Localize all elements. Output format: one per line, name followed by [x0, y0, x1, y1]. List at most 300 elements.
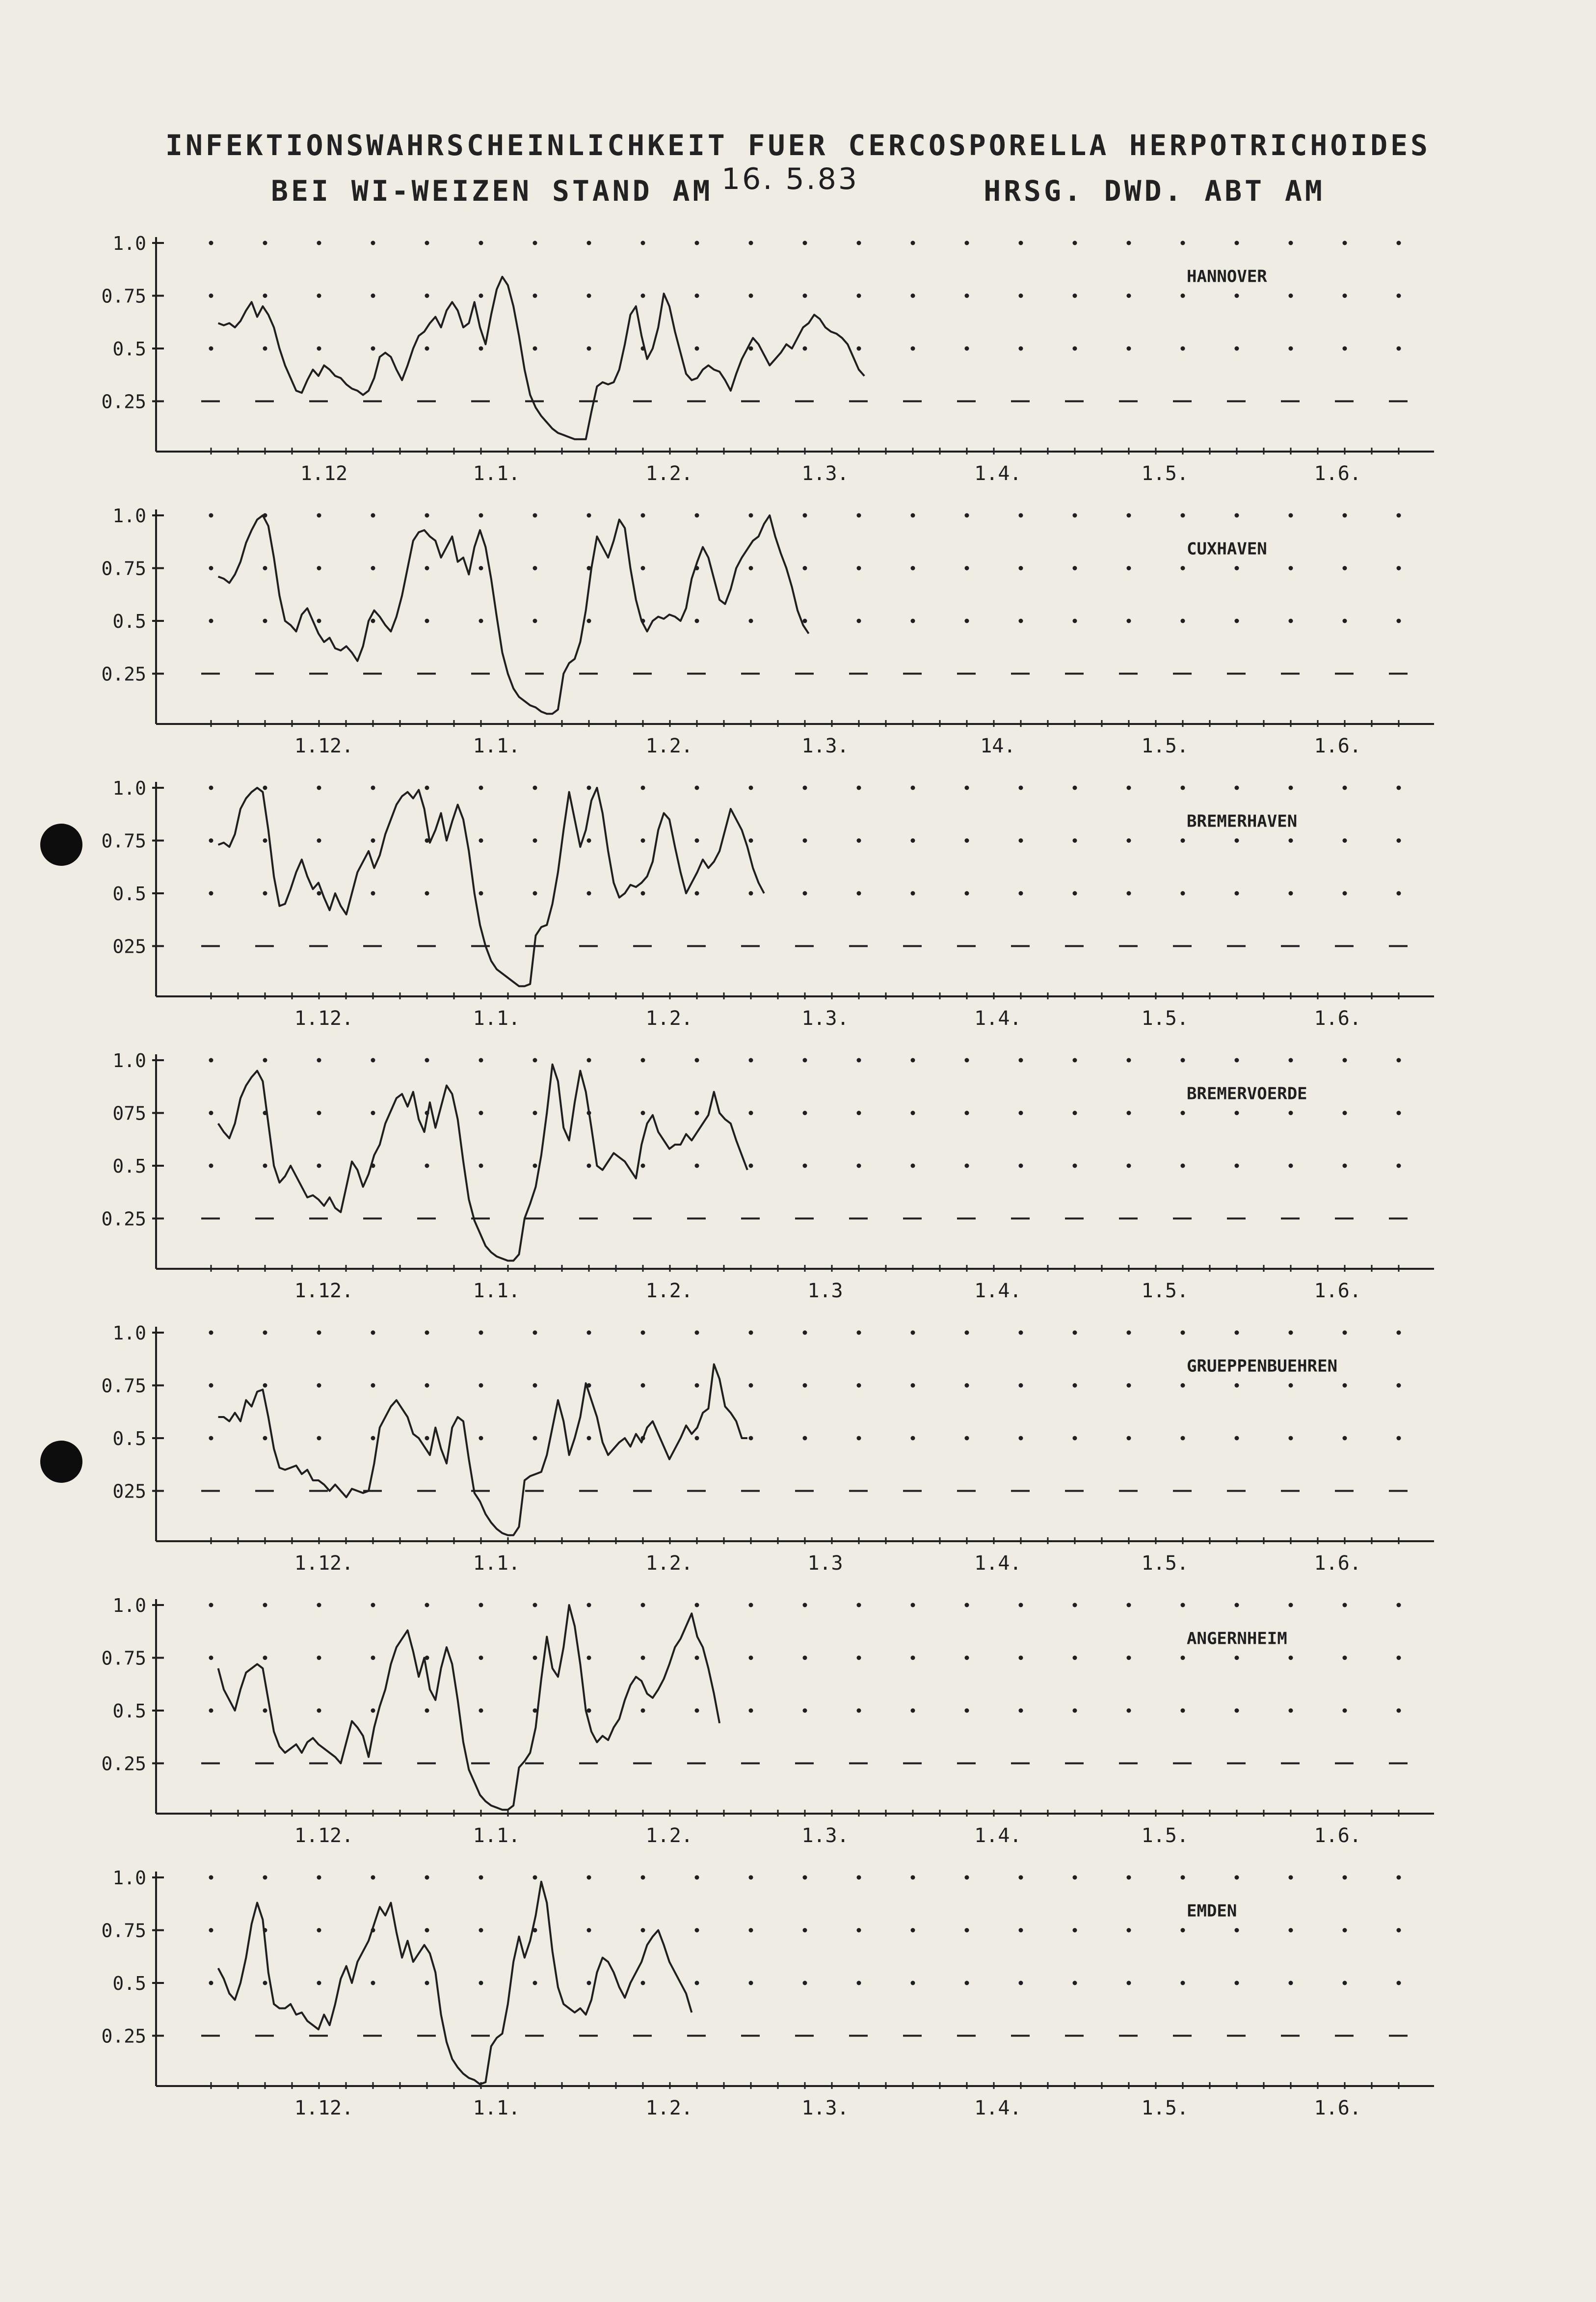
grid-dot [479, 1383, 483, 1388]
grid-dot [695, 619, 699, 623]
grid-dot [209, 1709, 213, 1713]
grid-dot [1019, 786, 1023, 790]
grid-dot [803, 1058, 807, 1063]
grid-dot [533, 838, 537, 843]
grid-dot [1289, 838, 1293, 843]
grid-dot [749, 347, 753, 351]
grid-dot [1289, 1164, 1293, 1168]
grid-dot [479, 1603, 483, 1607]
grid-dot [317, 1709, 321, 1713]
grid-dot [263, 1164, 267, 1168]
grid-dot [641, 294, 645, 298]
grid-dot [965, 241, 969, 245]
grid-dot [857, 1981, 861, 1985]
x-tick-label: 1.12. [294, 1824, 354, 1847]
grid-dot [371, 1875, 375, 1880]
chart-panel-angernheim [101, 1595, 1434, 1847]
grid-dot [479, 1928, 483, 1932]
grid-dot [803, 1603, 807, 1607]
grid-dot [1073, 1383, 1077, 1388]
grid-dot [1289, 241, 1293, 245]
grid-dot [425, 347, 429, 351]
grid-dot [371, 1981, 375, 1985]
grid-dot [1073, 513, 1077, 518]
grid-dot [911, 786, 915, 790]
grid-dot [695, 891, 699, 896]
grid-dot [587, 294, 591, 298]
y-tick-label: 0.5 [112, 338, 146, 360]
grid-dot [965, 566, 969, 570]
grid-dot [587, 1981, 591, 1985]
grid-dot [1073, 1656, 1077, 1660]
grid-dot [1127, 1981, 1131, 1985]
grid-dot [803, 1928, 807, 1932]
y-tick-label: 075 [112, 1102, 146, 1124]
grid-dot [1289, 1709, 1293, 1713]
grid-dot [911, 347, 915, 351]
grid-dot [317, 1875, 321, 1880]
grid-dot [911, 294, 915, 298]
grid-dot [1343, 566, 1347, 570]
grid-dot [479, 838, 483, 843]
grid-dot [695, 1656, 699, 1660]
grid-dot [533, 294, 537, 298]
grid-dot [641, 1331, 645, 1335]
grid-dot [965, 1656, 969, 1660]
grid-dot [1343, 1164, 1347, 1168]
grid-dot [695, 1981, 699, 1985]
grid-dot [911, 1656, 915, 1660]
grid-dot [1127, 1383, 1131, 1388]
grid-dot [425, 1875, 429, 1880]
grid-dot [1127, 838, 1131, 843]
grid-dot [1181, 241, 1185, 245]
grid-dot [1289, 891, 1293, 896]
grid-dot [695, 1164, 699, 1168]
grid-dot [1181, 294, 1185, 298]
x-tick-label: 1.1. [473, 1552, 521, 1575]
grid-dot [641, 1164, 645, 1168]
grid-dot [1397, 1383, 1401, 1388]
grid-dot [1019, 619, 1023, 623]
grid-dot [1343, 1058, 1347, 1063]
grid-dot [317, 1436, 321, 1441]
grid-dot [1181, 513, 1185, 518]
grid-dot [587, 1603, 591, 1607]
x-tick-label: 1.4. [974, 462, 1022, 485]
grid-dot [1127, 1058, 1131, 1063]
grid-dot [1019, 1436, 1023, 1441]
series-line-hannover [218, 277, 865, 439]
grid-dot [1019, 1383, 1023, 1388]
y-tick-label: 0.75 [101, 830, 146, 852]
x-tick-label: 1.5. [1141, 462, 1189, 485]
x-tick-label: 1.5. [1141, 1007, 1189, 1030]
x-tick-label: 1.2. [645, 2097, 693, 2119]
grid-dot [587, 1058, 591, 1063]
grid-dot [641, 1928, 645, 1932]
x-tick-label: 1.6. [1314, 462, 1361, 485]
grid-dot [587, 347, 591, 351]
grid-dot [1181, 1436, 1185, 1441]
grid-dot [965, 786, 969, 790]
station-label: GRUEPPENBUEHREN [1187, 1356, 1338, 1376]
x-tick-label: 1.1. [473, 1007, 521, 1030]
grid-dot [533, 1058, 537, 1063]
grid-dot [749, 1383, 753, 1388]
grid-dot [1397, 241, 1401, 245]
grid-dot [965, 1875, 969, 1880]
grid-dot [209, 1875, 213, 1880]
x-tick-label: 1.3 [807, 1552, 843, 1575]
grid-dot [695, 838, 699, 843]
grid-dot [641, 566, 645, 570]
grid-dot [209, 1928, 213, 1932]
grid-dot [209, 619, 213, 623]
grid-dot [425, 1164, 429, 1168]
grid-dot [641, 1981, 645, 1985]
grid-dot [1235, 294, 1239, 298]
grid-dot [1397, 1709, 1401, 1713]
grid-dot [1289, 1331, 1293, 1335]
x-tick-label: 1.4. [974, 1824, 1022, 1847]
grid-dot [1235, 838, 1239, 843]
grid-dot [317, 786, 321, 790]
chart-panel-grueppenbuehren [101, 1322, 1434, 1575]
grid-dot [1343, 1603, 1347, 1607]
grid-dot [641, 1111, 645, 1115]
grid-dot [1073, 1058, 1077, 1063]
x-tick-label: 1.12. [294, 1007, 354, 1030]
series-line-emden [218, 1882, 692, 2085]
grid-dot [695, 1875, 699, 1880]
grid-dot [1289, 1383, 1293, 1388]
grid-dot [1343, 1656, 1347, 1660]
series-line-bremervoerde [218, 1065, 747, 1261]
grid-dot [857, 838, 861, 843]
grid-dot [965, 347, 969, 351]
station-label: BREMERHAVEN [1187, 811, 1298, 831]
grid-dot [533, 1111, 537, 1115]
series-line-bremerhaven [218, 788, 764, 986]
grid-dot [1397, 1928, 1401, 1932]
grid-dot [533, 1875, 537, 1880]
grid-dot [1019, 1164, 1023, 1168]
grid-dot [1019, 1603, 1023, 1607]
x-tick-label: 1.12 [300, 462, 348, 485]
grid-dot [209, 1058, 213, 1063]
grid-dot [1127, 1164, 1131, 1168]
grid-dot [317, 1656, 321, 1660]
grid-dot [857, 1383, 861, 1388]
grid-dot [911, 1709, 915, 1713]
grid-dot [695, 347, 699, 351]
grid-dot [1397, 1058, 1401, 1063]
chart-panel-bremerhaven [101, 777, 1434, 1030]
grid-dot [1181, 1603, 1185, 1607]
grid-dot [425, 513, 429, 518]
grid-dot [641, 1709, 645, 1713]
grid-dot [641, 513, 645, 518]
grid-dot [1343, 294, 1347, 298]
grid-dot [1289, 786, 1293, 790]
grid-dot [641, 1656, 645, 1660]
grid-dot [425, 1058, 429, 1063]
grid-dot [1235, 1603, 1239, 1607]
grid-dot [317, 566, 321, 570]
grid-dot [695, 1603, 699, 1607]
grid-dot [1127, 1436, 1131, 1441]
grid-dot [911, 1331, 915, 1335]
grid-dot [803, 891, 807, 896]
grid-dot [1343, 1981, 1347, 1985]
grid-dot [803, 619, 807, 623]
grid-dot [263, 566, 267, 570]
grid-dot [803, 294, 807, 298]
grid-dot [371, 566, 375, 570]
grid-dot [1343, 786, 1347, 790]
grid-dot [587, 619, 591, 623]
grid-dot [533, 241, 537, 245]
grid-dot [857, 1875, 861, 1880]
grid-dot [1181, 1164, 1185, 1168]
grid-dot [1289, 1656, 1293, 1660]
x-tick-label: 1.3 [807, 1280, 843, 1302]
grid-dot [1019, 1331, 1023, 1335]
grid-dot [425, 1928, 429, 1932]
grid-dot [1397, 891, 1401, 896]
grid-dot [1397, 838, 1401, 843]
grid-dot [965, 1436, 969, 1441]
grid-dot [803, 566, 807, 570]
grid-dot [1235, 1709, 1239, 1713]
grid-dot [1073, 838, 1077, 843]
grid-dot [371, 1436, 375, 1441]
grid-dot [911, 1111, 915, 1115]
station-label: HANNOVER [1187, 267, 1267, 287]
grid-dot [1019, 1981, 1023, 1985]
grid-dot [965, 1058, 969, 1063]
grid-dot [911, 1436, 915, 1441]
grid-dot [317, 347, 321, 351]
grid-dot [209, 1111, 213, 1115]
grid-dot [1289, 1058, 1293, 1063]
grid-dot [911, 1383, 915, 1388]
grid-dot [641, 241, 645, 245]
grid-dot [857, 1656, 861, 1660]
grid-dot [479, 786, 483, 790]
grid-dot [209, 347, 213, 351]
grid-dot [965, 1981, 969, 1985]
grid-dot [695, 294, 699, 298]
grid-dot [371, 1709, 375, 1713]
x-tick-label: 1.6. [1314, 1280, 1361, 1302]
grid-dot [911, 1058, 915, 1063]
grid-dot [911, 891, 915, 896]
grid-dot [479, 1111, 483, 1115]
grid-dot [263, 1875, 267, 1880]
grid-dot [1235, 1875, 1239, 1880]
y-tick-label: 025 [112, 936, 146, 958]
grid-dot [425, 619, 429, 623]
grid-dot [209, 566, 213, 570]
grid-dot [749, 566, 753, 570]
y-tick-label: 1.0 [112, 505, 146, 527]
grid-dot [803, 513, 807, 518]
grid-dot [911, 1603, 915, 1607]
grid-dot [1235, 786, 1239, 790]
x-tick-label: 1.6. [1314, 1824, 1361, 1847]
grid-dot [209, 294, 213, 298]
grid-dot [1019, 566, 1023, 570]
grid-dot [425, 1383, 429, 1388]
grid-dot [749, 1058, 753, 1063]
grid-dot [695, 1928, 699, 1932]
grid-dot [1127, 347, 1131, 351]
grid-dot [857, 1111, 861, 1115]
grid-dot [533, 347, 537, 351]
grid-dot [749, 1111, 753, 1115]
grid-dot [749, 1709, 753, 1713]
grid-dot [965, 1111, 969, 1115]
grid-dot [1127, 891, 1131, 896]
grid-dot [371, 1331, 375, 1335]
grid-dot [1289, 1436, 1293, 1441]
x-tick-label: 1.3. [801, 1007, 849, 1030]
grid-dot [1235, 241, 1239, 245]
grid-dot [425, 1603, 429, 1607]
grid-dot [803, 1981, 807, 1985]
grid-dot [1019, 891, 1023, 896]
grid-dot [479, 1875, 483, 1880]
grid-dot [1289, 294, 1293, 298]
chart-panel-cuxhaven [101, 505, 1434, 757]
grid-dot [209, 1436, 213, 1441]
grid-dot [425, 1709, 429, 1713]
grid-dot [371, 838, 375, 843]
grid-dot [1289, 347, 1293, 351]
grid-dot [965, 838, 969, 843]
grid-dot [1127, 294, 1131, 298]
grid-dot [479, 1331, 483, 1335]
grid-dot [1019, 294, 1023, 298]
x-tick-label: 1.3. [801, 2097, 849, 2119]
grid-dot [1181, 1875, 1185, 1880]
grid-dot [1343, 1928, 1347, 1932]
grid-dot [1073, 1331, 1077, 1335]
grid-dot [1235, 1058, 1239, 1063]
grid-dot [749, 1436, 753, 1441]
grid-dot [479, 1709, 483, 1713]
grid-dot [425, 294, 429, 298]
grid-dot [1181, 786, 1185, 790]
grid-dot [1127, 1656, 1131, 1660]
grid-dot [695, 1058, 699, 1063]
grid-dot [425, 1331, 429, 1335]
grid-dot [1397, 786, 1401, 790]
grid-dot [1181, 347, 1185, 351]
x-tick-label: 1.6. [1314, 735, 1361, 757]
grid-dot [965, 619, 969, 623]
grid-dot [965, 1383, 969, 1388]
grid-dot [263, 1603, 267, 1607]
grid-dot [911, 619, 915, 623]
grid-dot [533, 619, 537, 623]
grid-dot [1235, 347, 1239, 351]
grid-dot [1289, 619, 1293, 623]
grid-dot [641, 891, 645, 896]
grid-dot [317, 1058, 321, 1063]
grid-dot [1343, 891, 1347, 896]
grid-dot [317, 619, 321, 623]
title-line-2-left: BEI WI-WEIZEN STAND AM [271, 174, 713, 208]
grid-dot [749, 1981, 753, 1985]
y-tick-label: 0.25 [101, 391, 146, 413]
grid-dot [911, 241, 915, 245]
grid-dot [1127, 786, 1131, 790]
grid-dot [803, 786, 807, 790]
grid-dot [317, 1164, 321, 1168]
grid-dot [1343, 1111, 1347, 1115]
grid-dot [1181, 838, 1185, 843]
grid-dot [425, 891, 429, 896]
grid-dot [1289, 1603, 1293, 1607]
y-tick-label: 0.75 [101, 1375, 146, 1397]
grid-dot [1397, 619, 1401, 623]
x-tick-label: 1.12. [294, 2097, 354, 2119]
grid-dot [317, 891, 321, 896]
grid-dot [803, 1709, 807, 1713]
grid-dot [317, 838, 321, 843]
y-tick-label: 0.5 [112, 1155, 146, 1177]
grid-dot [263, 1331, 267, 1335]
grid-dot [317, 1383, 321, 1388]
grid-dot [1127, 566, 1131, 570]
grid-dot [263, 347, 267, 351]
x-tick-label: 1.5. [1141, 1280, 1189, 1302]
grid-dot [1181, 1928, 1185, 1932]
grid-dot [371, 891, 375, 896]
grid-dot [857, 619, 861, 623]
grid-dot [479, 1981, 483, 1985]
grid-dot [425, 1436, 429, 1441]
grid-dot [1073, 294, 1077, 298]
grid-dot [587, 891, 591, 896]
grid-dot [263, 891, 267, 896]
grid-dot [803, 1111, 807, 1115]
grid-dot [1181, 1981, 1185, 1985]
grid-dot [1397, 1331, 1401, 1335]
grid-dot [1343, 838, 1347, 843]
grid-dot [1073, 566, 1077, 570]
grid-dot [857, 347, 861, 351]
x-tick-label: 1.4. [974, 1007, 1022, 1030]
station-label: CUXHAVEN [1187, 539, 1267, 559]
grid-dot [425, 566, 429, 570]
grid-dot [371, 1656, 375, 1660]
grid-dot [911, 1875, 915, 1880]
x-tick-label: 1.5. [1141, 2097, 1189, 2119]
grid-dot [1019, 1928, 1023, 1932]
grid-dot [857, 1164, 861, 1168]
grid-dot [1127, 241, 1131, 245]
grid-dot [965, 891, 969, 896]
x-tick-label: 14. [980, 735, 1016, 757]
grid-dot [1181, 1111, 1185, 1115]
grid-dot [1235, 619, 1239, 623]
grid-dot [1289, 566, 1293, 570]
grid-dot [911, 1981, 915, 1985]
